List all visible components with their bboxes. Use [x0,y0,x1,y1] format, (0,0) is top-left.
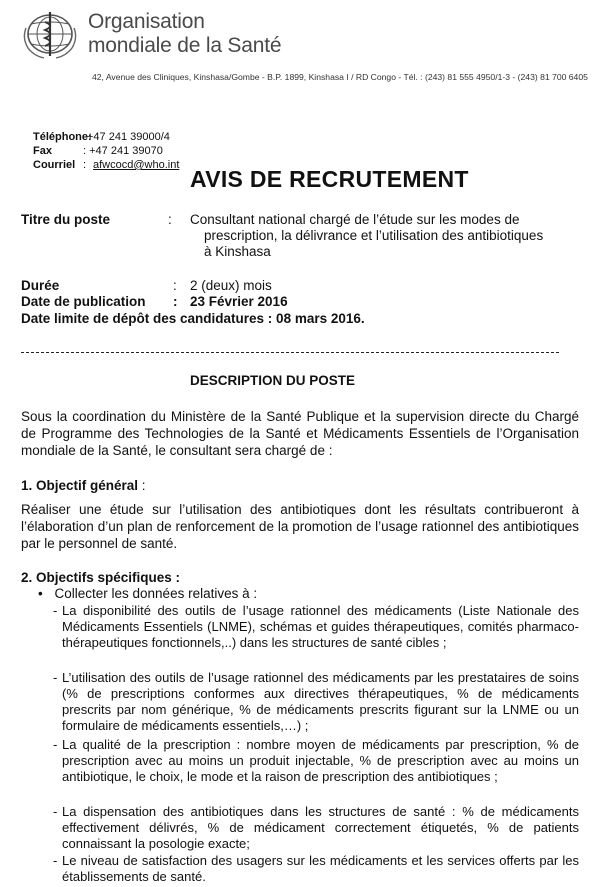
duration-label: Durée [21,278,60,293]
org-name-line2: mondiale de la Santé [88,34,282,57]
job-title-label: Titre du poste [21,212,111,227]
phone-label: Téléphone: [33,131,92,143]
publication-colon: : [173,294,178,309]
list-item: - La dispensation des antibiotiques dans les structures de santé : % de médicaments effectivement délivrés, % de médicament correctement étiquetés, % de patients connaissant la posologie exacte; [53,804,579,851]
dash-icon: - [53,804,58,819]
deadline: Date limite de dépôt des candidatures : 08 mars 2016. [21,311,365,326]
section2-heading: 2. Objectifs spécifiques : [21,570,181,585]
page-title: AVIS DE RECRUTEMENT [190,166,469,192]
publication-label: Date de publication [21,294,146,309]
contact-fax [33,145,163,157]
list-item: - La disponibilité des outils de l’usage rationnel des médicaments (Liste Nationale des Médicaments Essentiels (LNME), schémas et guides thérapeutiques, comités pharmaco-thérapeutiques fonctionnels,..) dans les structures de santé cibles ; [53,603,579,650]
contact-email [33,159,180,171]
duration-value: 2 (deux) mois [190,278,272,293]
bullet-text: Collecter les données relatives à : [54,586,258,601]
who-emblem-icon [20,8,80,60]
email-sep: : [83,159,87,171]
job-title-colon: : [168,212,172,227]
org-name-line1: Organisation [88,10,205,33]
dash-icon: - [53,853,58,868]
divider [21,352,559,353]
duration-colon: : [173,278,177,293]
dash-icon: - [53,670,58,685]
job-title-line3: à Kinshasa [204,244,271,259]
section1-title: 1. Objectif général [21,478,139,493]
list-item: - La qualité de la prescription : nombre moyen de médicaments par prescription, % de prescription avec au moins un produit injectable, % de prescription avec au moins un antibiotique, le choix, le mode et la raison de prescription des antibiotiques ; [53,737,579,784]
bullet-item [38,586,257,602]
email-label: Courriel [33,159,76,171]
fax-label: Fax [33,145,52,157]
fax-value: : +47 241 39070 [83,145,163,157]
phone-value: +47 241 39000/4 [87,131,170,143]
job-title-line2: prescription, la délivrance et l’utilisation des antibiotiques [204,228,544,243]
org-address: 42, Avenue des Cliniques, Kinshasa/Gombe - B.P. 1899, Kinshasa I / RD Congo - Tél. : (243) 81 555 4950/1-3 - (243) 81 700 6405 [92,72,588,82]
section1-heading [21,478,146,493]
contact-phone [33,131,170,143]
bullet-dot-icon: • [38,586,43,601]
intro-paragraph: Sous la coordination du Ministère de la Santé Publique et la supervision directe du Chargé de Programme des Technologies de la Santé et Médicaments Essentiels de l’Organisation mondiale de la Santé, le consultant sera chargé de : [21,409,579,458]
job-title-line1: Consultant national chargé de l’étude sur les modes de [190,212,520,227]
email-link[interactable]: afwcocd@who.int [93,159,180,171]
section1-paragraph: Réaliser une étude sur l’utilisation des antibiotiques dont les résultats contribueront à l’élaboration d’un plan de renforcement de la promotion de l’usage rationnel des antibiotiques par le personnel de santé. [21,502,579,551]
dash-icon: - [53,603,58,618]
list-item: - Le niveau de satisfaction des usagers sur les médicaments et les services offerts par les établissements de santé. [53,853,579,884]
section1-colon: : [138,478,146,493]
publication-value: 23 Février 2016 [190,294,288,309]
dash-icon: - [53,737,58,752]
list-item: - L’utilisation des outils de l’usage rationnel des médicaments par les prestataires de soins (% de prescriptions conformes aux directives thérapeutiques, % de médicaments prescrits par nom générique, % de médicaments prescrits figurant sur la LNME ou un formulaire de médicaments essentiels,…) ; [53,670,579,733]
description-heading: DESCRIPTION DU POSTE [190,373,356,388]
